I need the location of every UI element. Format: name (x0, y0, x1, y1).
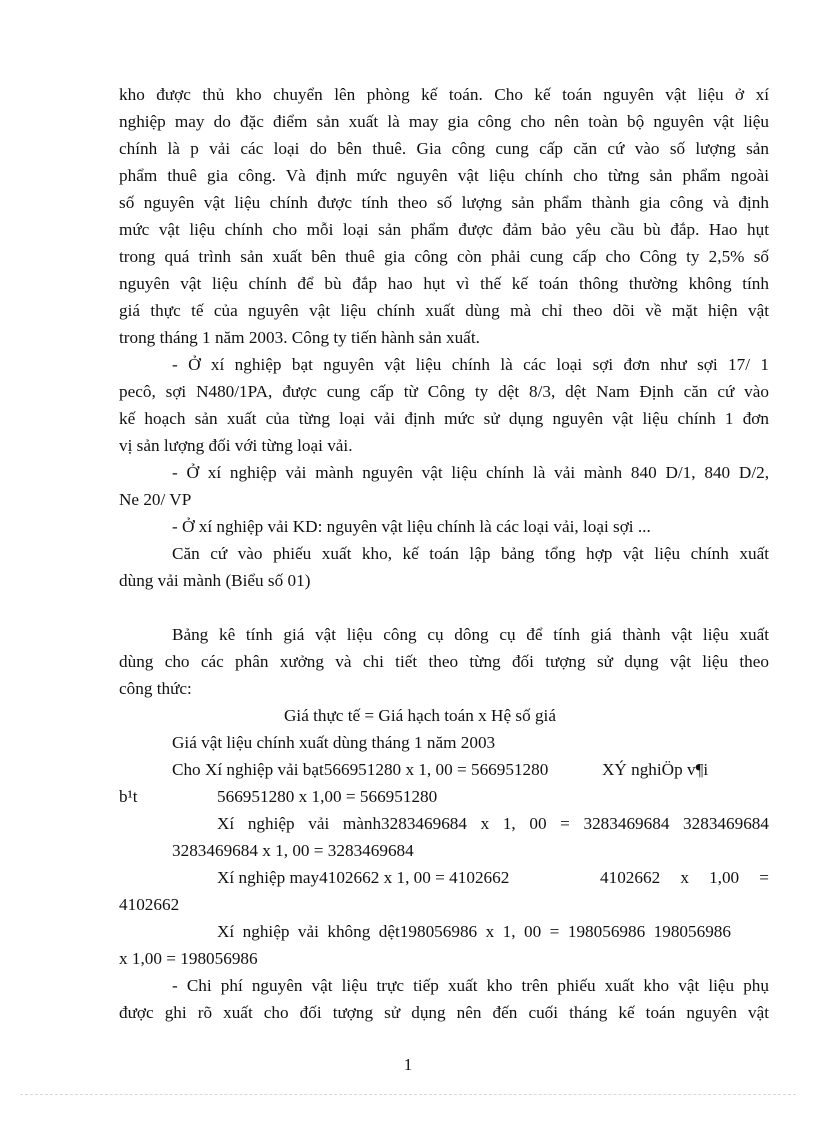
calc-line: Cho Xí nghiệp vải bạt566951280 x 1, 00 = 566951280 (172, 760, 549, 779)
page-number: 1 (403, 1055, 413, 1074)
calc-line-fragment: 4102662 x 1,00 = (600, 868, 769, 887)
calc-line-fragment: XÝ nghiÖp v¶i (602, 760, 709, 779)
text-line: trong quá trình sản xuất bên thuê gia công còn phải cung cấp cho Công ty 2,5% số (119, 247, 769, 266)
text-line: được ghi rõ xuất cho đối tượng sử dụng nên đến cuối tháng kế toán nguyên vật (119, 1003, 769, 1022)
text-line: nghiệp may do đặc điểm sản xuất là may gia công cho nên toàn bộ nguyên vật liệu (119, 112, 769, 131)
calc-line: Xí nghiệp may4102662 x 1, 00 = 4102662 (217, 868, 510, 887)
calc-line-fragment: b¹t (119, 787, 138, 806)
text-line: - Ở xí nghiệp bạt nguyên vật liệu chính là các loại sợi đơn như sợi 17/ 1 (172, 355, 769, 374)
calc-line: 3283469684 x 1, 00 = 3283469684 (172, 841, 414, 860)
text-line: chính là p vải các loại do bên thuê. Gia công cung cấp căn cứ vào số lượng sản (119, 139, 769, 158)
text-line: vị sản lượng đối với từng loại vải. (119, 436, 353, 455)
calc-line: Xí nghiệp vải mành3283469684 x 1, 00 = 3283469684 3283469684 (217, 814, 769, 833)
text-line: Bảng kê tính giá vật liệu công cụ dông cụ để tính giá thành vật liệu xuất (172, 625, 769, 644)
text-line: nguyên vật liệu chính để bù đắp hao hụt vì thế kế toán thông thường không tính (119, 274, 769, 293)
text-line: Giá vật liệu chính xuất dùng tháng 1 năm 2003 (172, 733, 496, 752)
calc-line: 566951280 x 1,00 = 566951280 (217, 787, 438, 806)
text-line: kho được thủ kho chuyển lên phòng kế toán. Cho kế toán nguyên vật liệu ở xí (119, 85, 769, 104)
text-line: trong tháng 1 năm 2003. Công ty tiến hành sản xuất. (119, 328, 480, 347)
text-line: - Ở xí nghiệp vải KD: nguyên vật liệu chính là các loại vải, loại sợi ... (172, 517, 651, 536)
text-line: giá thực tế của nguyên vật liệu chính xuất dùng mà chỉ theo dõi về mặt hiện vật (119, 301, 769, 320)
text-line: công thức: (119, 679, 192, 698)
text-line: phẩm thuê gia công. Và định mức nguyên vật liệu chính cho từng sản phẩm ngoài (119, 166, 769, 185)
text-line: Ne 20/ VP (119, 490, 192, 509)
text-line: mức vật liệu chính cho mỗi loại sản phẩm được đảm bảo yêu cầu bù đắp. Hao hụt (119, 220, 769, 239)
text-line: - Chi phí nguyên vật liệu trực tiếp xuất kho trên phiếu xuất kho vật liệu phụ (172, 976, 769, 995)
calc-line: Xí nghiệp vải không dệt198056986 x 1, 00 = 198056986 198056986 (217, 922, 731, 941)
formula-line: Giá thực tế = Giá hạch toán x Hệ số giá (284, 706, 556, 725)
text-line: pecô, sợi N480/1PA, được cung cấp từ Công ty dệt 8/3, dệt Nam Định căn cứ vào (119, 382, 769, 401)
page-footer-divider (20, 1094, 796, 1095)
text-line: dùng cho các phân xưởng và chi tiết theo từng đối tượng sử dụng vật liệu theo (119, 652, 769, 671)
text-line: - Ở xí nghiệp vải mành nguyên vật liệu chính là vải mành 840 D/1, 840 D/2, (172, 463, 769, 482)
calc-line-fragment: 4102662 (119, 895, 180, 914)
text-line: Căn cứ vào phiếu xuất kho, kế toán lập bảng tổng hợp vật liệu chính xuất (172, 544, 769, 563)
text-line: số nguyên vật liệu chính được tính theo số lượng sản phẩm thành gia công và định (119, 193, 769, 212)
text-line: kế hoạch sản xuất của từng loại vải định mức sử dụng nguyên vật liệu chính 1 đơn (119, 409, 769, 428)
calc-line: x 1,00 = 198056986 (119, 949, 258, 968)
text-line: dùng vải mành (Biểu số 01) (119, 571, 311, 590)
